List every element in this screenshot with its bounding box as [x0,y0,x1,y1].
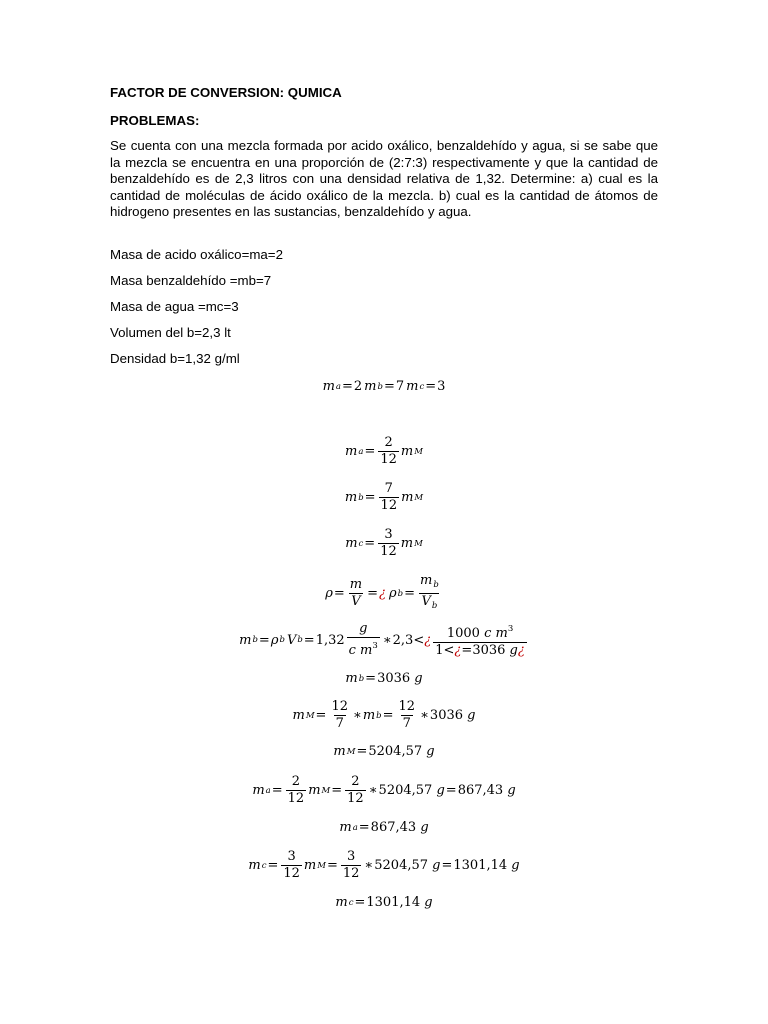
density-value: 1,32 [315,632,345,648]
value-ma: 2 [353,379,363,394]
mc-value: 1301,14 [366,895,421,910]
equation-mb-result: m b = 3036 g [345,671,423,686]
fraction-denominator: 12 [380,544,397,559]
equation-mc-fraction: m c = $\frac{3}{12}$ m M [345,527,423,559]
problem-statement: Se cuenta con una mezcla formada por acido oxálico, benzaldehído y agua, si se sabe que la mezcla se encuentra en una proporción de (2:7:3) respectivamente y que la cantidad de benzaldehído es de 2,3 litros con una densidad relativa de 1,32. Determine: a) cual es la cantidad de moléculas de ácido oxálico de la mezcla. b) cual es la cantidad de átomos de hidrogeno presentes en las sustancias, benzaldehído y agua. [110,138,658,219]
data-line-mass-oxalic: Masa de acido oxálico=ma=2 [110,247,283,262]
mb-value: 3036 [377,671,411,686]
equation-ma-result: m a = 867,43 g [339,820,429,835]
document-title: FACTOR DE CONVERSION: QUMICA [110,85,342,100]
fraction-denominator: 12 [380,498,398,513]
fraction-numerator: 1000 [446,626,480,641]
fraction-numerator: 12 [398,699,416,714]
equation-density-definition: ρ = $\frac{m}{V}$ = ¿ ρ b = $\frac{m_b}{V_b}$ [325,573,439,611]
section-heading: PROBLEMAS: [110,113,200,128]
equation-mc-result: m c = 1301,14 g [335,895,433,910]
fraction-numerator: 2 [351,774,360,789]
equation-mb-fraction: m b = $\frac{7}{12}$ m M [344,481,424,513]
mb-result: 3036 [472,643,506,658]
mM-value: 5204,57 [378,783,433,798]
fraction-denominator: 7 [335,716,344,731]
ma-value: 867,43 [370,820,417,835]
fraction-denominator: 12 [287,791,305,806]
fraction-numerator: 12 [331,699,348,714]
fraction-numerator: 7 [384,481,393,496]
mM-value: 5204,57 [374,858,429,873]
data-line-mass-benzaldehyde: Masa benzaldehído =mb=7 [110,273,272,288]
data-line-mass-water: Masa de agua =mc=3 [110,299,239,314]
fraction-numerator: 3 [384,527,393,542]
data-line-volume: Volumen del b=2,3 lt [110,325,231,340]
fraction-numerator: 2 [384,435,393,450]
fraction-denominator: 12 [347,791,364,806]
ma-result: 867,43 [457,783,504,798]
fraction-denominator: 7 [402,716,411,731]
fraction-denominator: 12 [283,866,300,881]
mb-value: 3036 [429,708,464,723]
value-mc: 3 [437,379,446,394]
equation-ma-calculation: m a = $\frac{2}{12}$ m M = $\frac{2}{12}$ ∗ 5204,57 g = 867,43 g [252,774,516,806]
equation-mb-calculation: m b = ρ b V b = 1,32 $\frac{g}{c m^3}$ ∗ 2,3 < ¿ $\frac{1000 c m^3}{1<¿=3036 g¿}$ [239,621,525,658]
fraction-numerator: 3 [346,849,356,864]
equation-proportions: m a = 2 m b = 7 m c = 3 [322,379,446,394]
fraction-denominator: 12 [342,866,360,881]
volume-value: 2,3 [392,632,414,648]
equation-mM-result: m M = 5204,57 g [333,744,435,759]
missing-glyph-mark: ¿ [379,586,386,601]
fraction-numerator: 2 [291,774,301,789]
equation-mM-calculation: m M = $\frac{12}{7}$ ∗ m b = $\frac{12}{7}$ ∗ 3036 g [292,699,476,731]
data-line-density: Densidad b=1,32 g/ml [110,351,240,366]
equation-ma-fraction: m a = $\frac{2}{12}$ m M [345,435,423,467]
fraction-denominator: 1 [435,643,444,658]
missing-glyph-mark: ¿ [424,632,432,648]
fraction-numerator: 3 [287,849,296,864]
mM-value: 5204,57 [368,744,423,759]
value-mb: 7 [395,379,405,394]
fraction-denominator: 12 [380,452,397,467]
equation-mc-calculation: m c = $\frac{3}{12}$ m M = $\frac{3}{12}$ ∗ 5204,57 g = 1301,14 g [248,849,520,881]
mc-result: 1301,14 [453,858,508,873]
